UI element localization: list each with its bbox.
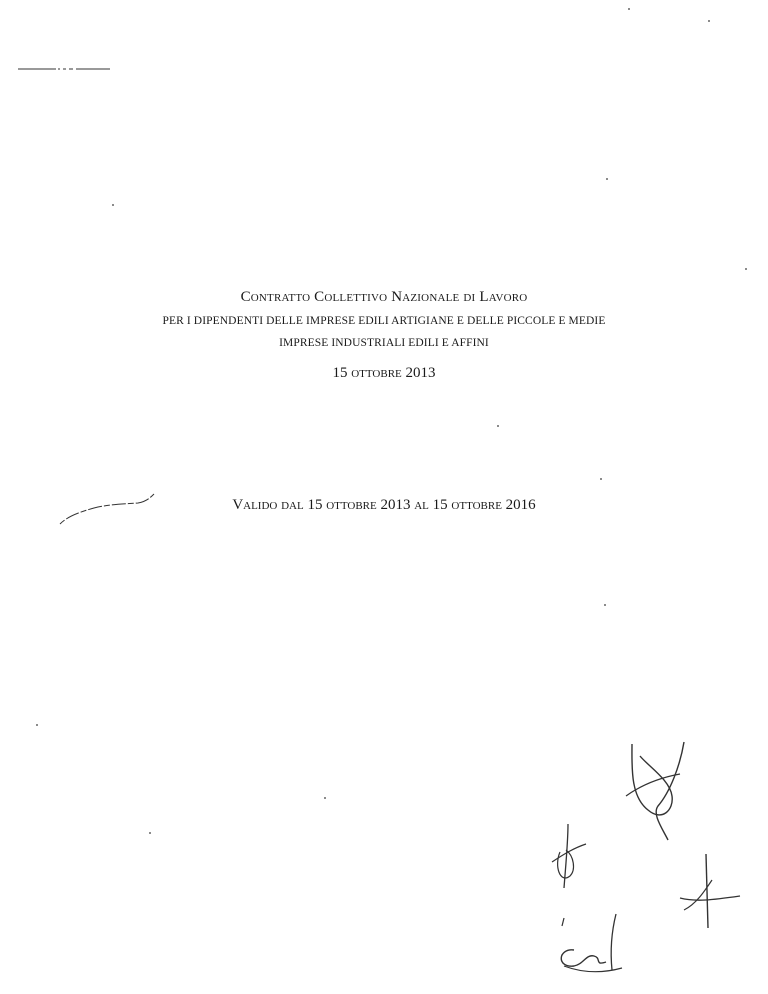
- scan-speck: [628, 8, 630, 10]
- scan-speck: [600, 478, 602, 480]
- validity-period: Valido dal 15 ottobre 2013 al 15 ottobre 2016: [232, 497, 536, 513]
- scan-speck: [497, 425, 499, 427]
- scan-speck: [604, 604, 606, 606]
- scan-speck: [149, 832, 151, 834]
- scan-line-mark: [18, 66, 118, 72]
- scan-speck: [324, 797, 326, 799]
- scan-speck: [112, 204, 114, 206]
- signature-mark: [546, 822, 606, 892]
- scan-speck: [745, 268, 747, 270]
- signature-mark: [618, 736, 698, 846]
- document-title: Contratto Collettivo Nazionale di Lavoro: [240, 289, 528, 305]
- signature-mark: [550, 910, 630, 980]
- document-subtitle-line-1: PER I DIPENDENTI DELLE IMPRESE EDILI ARTIGIANE E DELLE PICCOLE E MEDIE: [162, 315, 606, 327]
- document-date: 15 ottobre 2013: [332, 365, 436, 381]
- scan-speck: [606, 178, 608, 180]
- document-subtitle-line-2: IMPRESE INDUSTRIALI EDILI E AFFINI: [279, 337, 489, 349]
- title-block: [0, 286, 768, 384]
- signature-mark: [676, 852, 746, 932]
- scan-speck: [708, 20, 710, 22]
- scan-speck: [36, 724, 38, 726]
